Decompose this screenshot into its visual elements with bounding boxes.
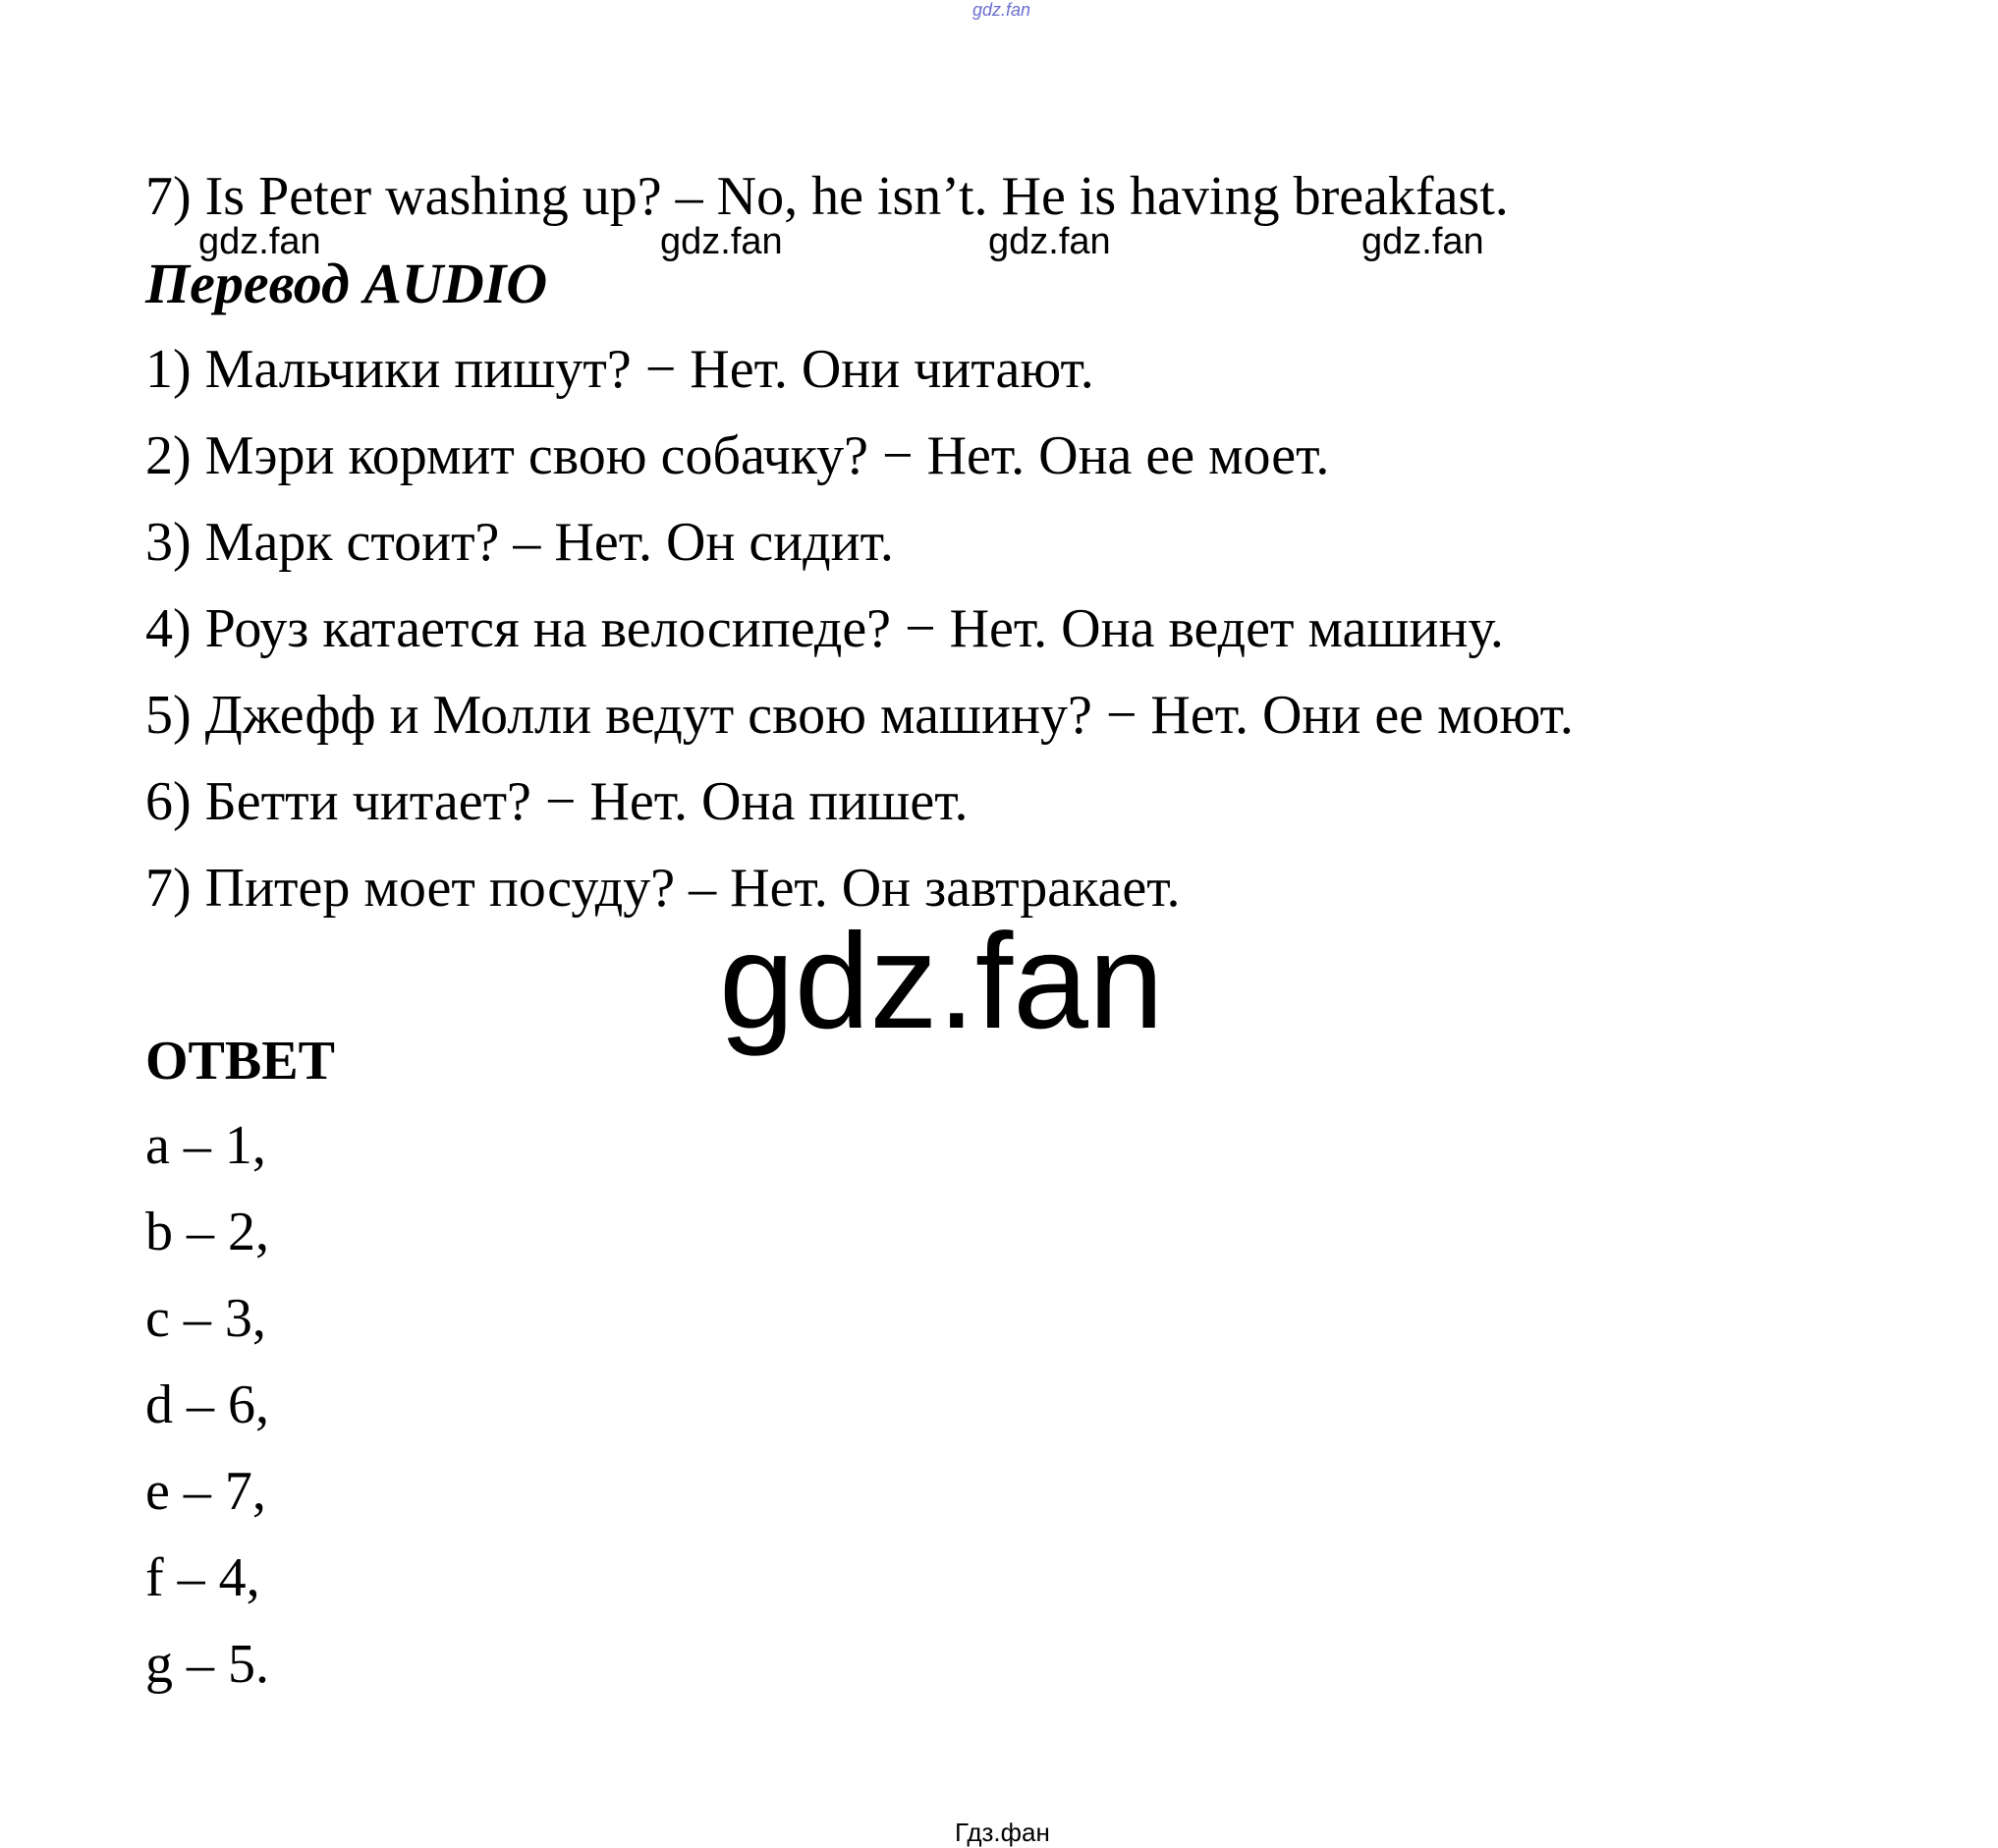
answer-item: a – 1, bbox=[145, 1115, 266, 1176]
answer-item: f – 4, bbox=[145, 1547, 260, 1608]
row-watermark: gdz.fan bbox=[198, 221, 321, 262]
answer-item: b – 2, bbox=[145, 1202, 269, 1262]
answer-item: g – 5. bbox=[145, 1634, 269, 1695]
translation-line: 1) Мальчики пишут? − Нет. Они читают. bbox=[145, 339, 1094, 400]
row-watermark: gdz.fan bbox=[660, 221, 783, 262]
translation-line: 2) Мэри кормит свою собачку? − Нет. Она ее моет. bbox=[145, 425, 1330, 486]
footer-watermark: Гдз.фан bbox=[955, 1818, 1050, 1847]
answer-heading: ОТВЕТ bbox=[145, 1031, 335, 1092]
translation-line: 6) Бетти читает? − Нет. Она пишет. bbox=[145, 771, 969, 832]
answer-item: d – 6, bbox=[145, 1374, 269, 1435]
translation-line: 7) Питер моет посуду? – Нет. Он завтракает. bbox=[145, 858, 1181, 919]
row-watermark: gdz.fan bbox=[988, 221, 1111, 262]
translation-line: 4) Роуз катается на велосипеде? − Нет. Она ведет машину. bbox=[145, 598, 1504, 659]
row-watermark: gdz.fan bbox=[1361, 221, 1484, 262]
translation-line: 5) Джефф и Молли ведут свою машину? − Нет. Они ее моют. bbox=[145, 685, 1574, 746]
translation-line: 3) Марк стоит? – Нет. Он сидит. bbox=[145, 512, 894, 573]
answer-item: c – 3, bbox=[145, 1288, 266, 1349]
intro-line: 7) Is Peter washing up? – No, he isn’t. He is having breakfast. bbox=[145, 166, 1509, 227]
translation-heading: Перевод AUDIO bbox=[145, 252, 548, 315]
big-watermark: gdz.fan bbox=[719, 906, 1164, 1057]
answer-item: e – 7, bbox=[145, 1461, 266, 1522]
top-watermark: gdz.fan bbox=[972, 0, 1031, 20]
